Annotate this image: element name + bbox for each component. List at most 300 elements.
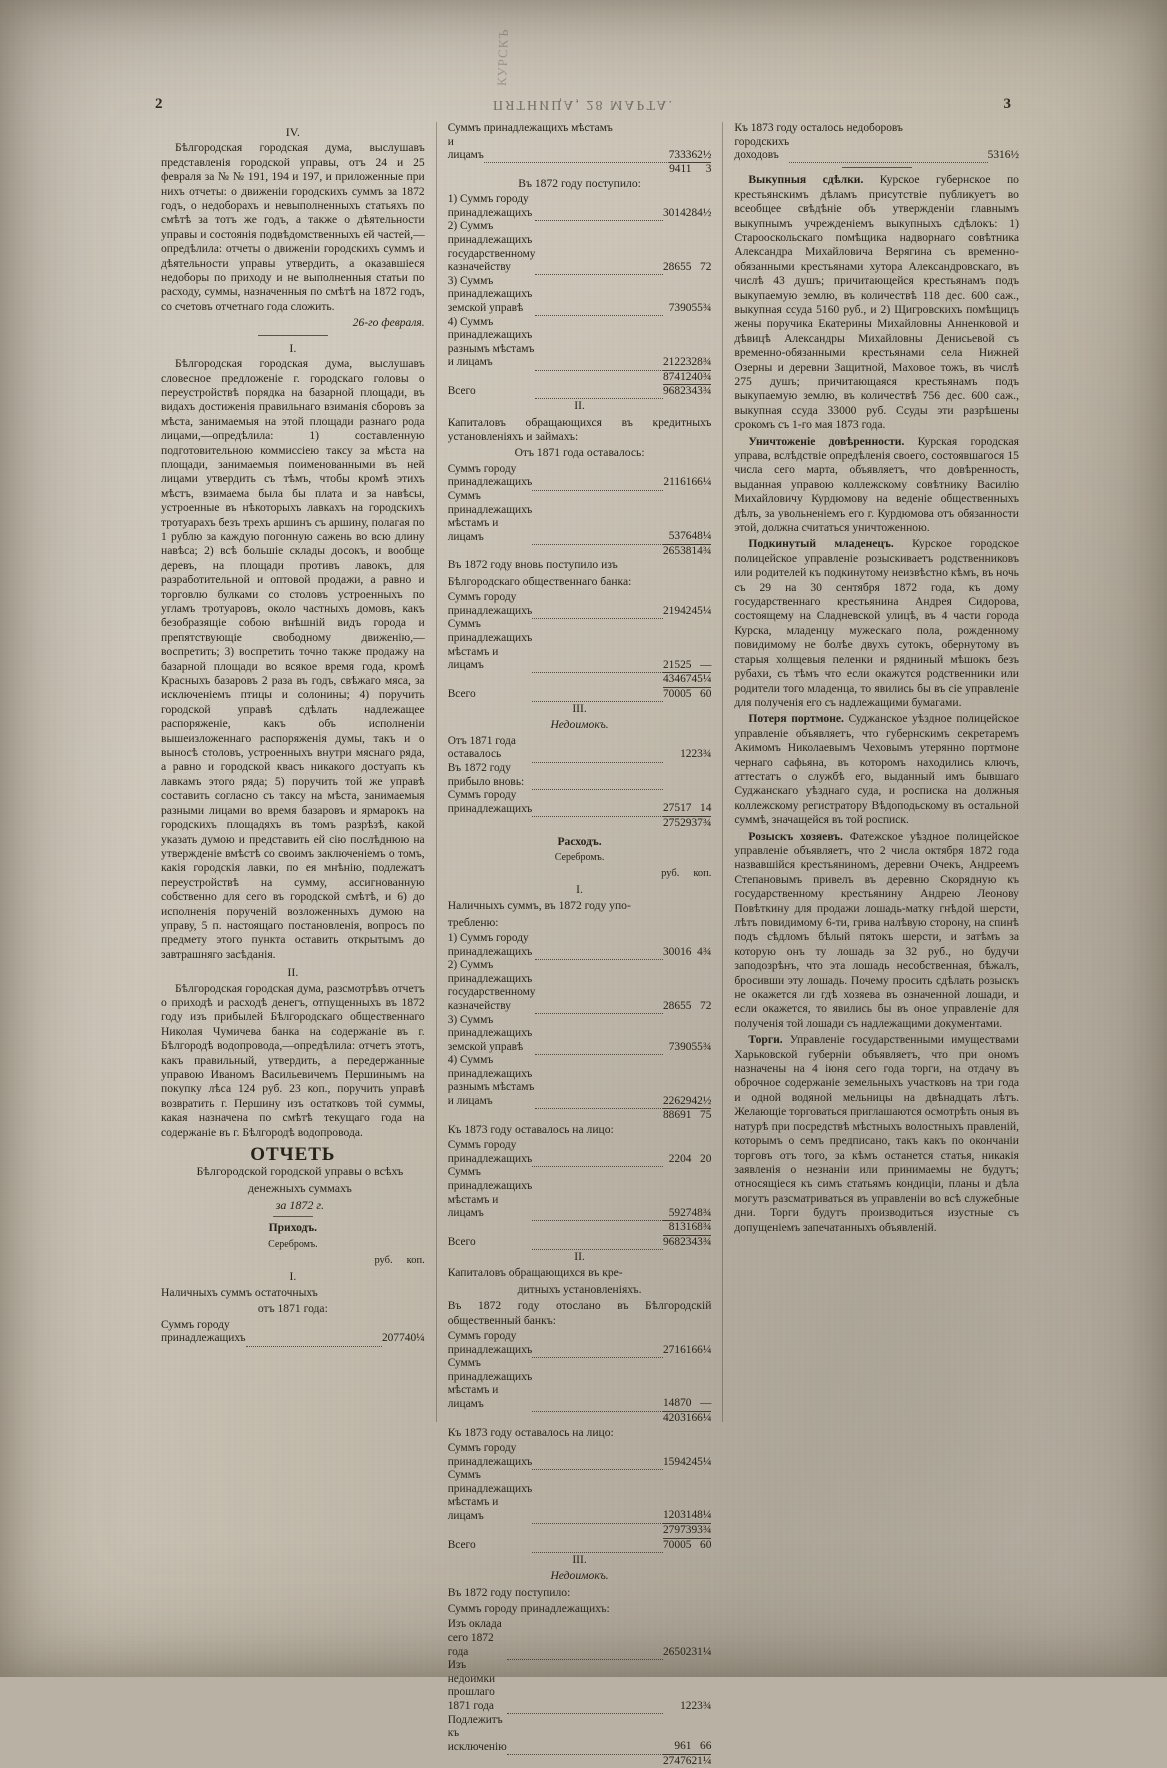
notice-title: Уничтоженіе довѣренности. xyxy=(748,434,905,448)
bleed-through-text: КУРСКЪ xyxy=(494,28,512,87)
notice-item xyxy=(734,435,1019,536)
report-title: ОТЧЕТЬ xyxy=(250,1144,336,1166)
row-label xyxy=(448,1412,533,1426)
row-kop: 62½ xyxy=(691,148,712,161)
section-ii-label: II. xyxy=(574,399,585,413)
divider-2 xyxy=(273,1216,313,1217)
row-kop: 14¾ xyxy=(691,544,712,557)
row-dots xyxy=(484,160,669,174)
row-label: 4) Суммъ принадлежащихъ разнымъ мѣстамъ и лицамъ xyxy=(447,1054,535,1108)
row-rub: 43467 xyxy=(663,673,691,688)
in1872-heading: Въ 1872 году поступило: xyxy=(518,176,641,190)
table-row-total xyxy=(448,1538,712,1552)
capital2-rest-heading: Къ 1873 году оставалось на лицо: xyxy=(447,1425,614,1439)
table-row xyxy=(448,618,712,672)
row-label: Всего xyxy=(447,687,476,700)
row-dots xyxy=(535,929,663,956)
column-1 xyxy=(150,122,436,1422)
notice-text: Курское губернское по крестьянскимъ дѣламъ присутствіе публикуетъ во всеобщее свѣдѣніе объ утвержденіи главнымъ выкупнымъ учрежденіемъ выкупныхъ сдѣлокъ: 1) Старооскольскаго помѣщика надворнаго совѣтника Александра Михайловича Верягина съ временно-обязанными крестьянами хутора Александровскаго, въ числѣ 43 душъ; причитающейся крестьянамъ подъ выкупаемую землю, въ количествѣ 118 дес. 600 саж., выкупная ссуда 5160 руб., и 2) Щигровскихъ помѣщицъ жены поручика Екатерины Михайловны Анненковой и дѣвицѣ Александры Михайловны Денисьевой съ временно-обязанными крестьянами села Нижней Озерны и деревни Защитной, Маховое тожъ, въ числѣ 275 душъ; причитающаяся крестьянамъ подъ выкупаемую землю, въ количествѣ 756 дес. 600 саж., выкупная ссуда 33000 руб. Ссуды эти разрѣшены срокомъ съ 1-го мая 1873 года. xyxy=(734,173,1019,432)
row-label: 3) Суммъ принадлежащихъ земской управѣ xyxy=(447,274,533,315)
paragraph-i: Бѣлгородская городская дума, выслушавъ словесное предложеніе г. городскаго головы о переустройствѣ порядка на базарной площади, въ видахъ достиженія правильнаго взиманія сборовъ за мѣста, занимаемыя на этой площади разнаго рода лицами,—опредѣлила: 1) составленную подготовительною коммиссіею таксу за мѣста на площади, занимаемыя поименованными въ ней лицами утвердить съ тѣмъ, чтобы кромѣ этихъ мѣстъ, взимаема была бы плата и за навѣсы, устроенные въ нѣкоторыхъ лавкахъ на городскихъ тротуарахъ безъ трехъ аршинъ съ аршину, полагая по 1 рублю за каждую погонную сажень во всю длину навѣса; 2) всѣ большіе склады досокъ, и вообще деревъ, на площади противъ лавокъ, для разработительной и оптовой продажи, а равно и торговлю булками со столовъ устроенныхъ по угламъ тротуаровъ, около частныхъ домовъ, какъ безобразящіе собою внѣшній видъ города и препятствующіе свободному движенію,—воспретить; 3) воспретить точно также продажу на базарной площади во всякое время года, кромѣ Красныхъ базаровъ 2 раза въ годъ, свѣжаго мяса, за исключеніемъ птицы и солонины; 4) поручить городской управѣ сдѣлать надлежащее распоряженіе, какъ объ исполненіи вышеизложеннаго распоряженія думы, такъ и о выносѣ столовъ, устроенныхъ внутри мяснаго ряда, а равно и городской квасъ никакого достуапъ къ лавкамъ этого ряда; 5) поручить той же управѣ составить согласно съ таксу на мѣста, занимаемыя разными лицами во время базаровъ и ярмарокъ на городскихъ площадяхъ въ томъ разрѣзѣ, какой указать думою и представить ей сію послѣднюю на утвержденіе вмѣстѣ со своимъ заключеніемъ о томъ, какія городскія лавки, по ея мнѣнію, подлежатъ переустройствѣ на сумму, ассигнованную собственно для сего въ городской смѣтѣ, и 6) до исполненія порученій возложенныхъ думою на управу, 5 п. настоящаго постановленія, вопросъ по предмету этого пункта оставить открытымъ до завтрашняго засѣданія. xyxy=(161,357,425,961)
arrears2-label: Суммъ городу принадлежащихъ: xyxy=(447,1601,610,1615)
row-rub: 28655 xyxy=(662,999,692,1012)
date-line: 26-го февраля. xyxy=(352,316,425,330)
row-label: Суммъ городу принадлежащихъ xyxy=(447,1329,533,1356)
row-dots xyxy=(532,1327,663,1354)
report-subtitle-2: денежныхъ суммахъ xyxy=(247,1181,352,1196)
silver-label: Серебромъ. xyxy=(268,1238,318,1250)
row-dots xyxy=(532,732,663,759)
row-dots xyxy=(507,1751,663,1765)
row-dots xyxy=(535,1051,663,1105)
row-kop: 55¾ xyxy=(691,302,712,315)
income-table-start xyxy=(161,1319,425,1347)
row-rub: 27973 xyxy=(663,1524,691,1539)
row-label: городскихъ доходовъ xyxy=(734,135,790,162)
paragraph-iv: Бѣлгородская городская дума, выслушавъ представленія городской управы, отъ 24 и 25 февраля за № № 191, 194 и 197, и приложенные при нихъ отчеты: о движеніи городскихъ суммъ за 1872 годъ, о недоборахъ и невыполненныхъ статьяхъ по смѣтѣ за тотъ же годъ, а также о дѣятельности управы и состоянія подвѣдомственныхъ ей частей,—опредѣлила: отчеты о движеніи городскихъ суммъ и дѣятельности управы утвердить, а оказавшіеся недоборы по приходу и не выполненныя статьи по расходу, суммы, назначенныя по смѣтѣ на 1872 годъ, со счетовъ отчетнаго года сложить. xyxy=(161,141,425,313)
table-row-total xyxy=(448,816,712,830)
expense-section-iii: III. xyxy=(572,1552,587,1566)
column-2 xyxy=(436,122,724,1767)
arrears2-table xyxy=(448,1618,712,1768)
page-number-left: 2 xyxy=(155,96,164,112)
kop-label: коп. xyxy=(406,1255,425,1267)
row-rub: 21223 xyxy=(662,355,692,368)
column-3 xyxy=(723,122,1030,1422)
row-dots xyxy=(532,1521,663,1536)
row-dots xyxy=(535,382,663,396)
table-row-subtotal xyxy=(448,544,712,558)
row-rub: 96823 xyxy=(662,385,692,398)
running-head: ПЯТНИЦА, 28 МАРТА. xyxy=(493,97,674,112)
row-label xyxy=(448,816,533,830)
table-row xyxy=(448,220,712,274)
table-row xyxy=(448,490,712,544)
row-kop: 72 xyxy=(700,261,712,274)
row-rub: 14870 xyxy=(662,1397,692,1410)
capital2-head-2: дитныхъ установленіяхъ. xyxy=(517,1282,642,1296)
row-label: Суммъ городу принадлежащихъ xyxy=(447,1442,533,1468)
row-rub: 26538 xyxy=(662,544,692,557)
row-rub: 70005 xyxy=(662,687,692,700)
row-rub: 9411 xyxy=(669,163,692,176)
row-label: Суммъ принадлежащихъ мѣстамъ и лицамъ xyxy=(447,618,533,672)
table-row-total xyxy=(448,1754,712,1768)
row-label: Суммъ городу принадлежащихъ xyxy=(447,1139,533,1165)
table-row xyxy=(448,735,712,762)
row-dots xyxy=(789,133,987,160)
row-rub: 21942 xyxy=(662,604,692,617)
in1872-rows xyxy=(448,193,712,370)
row-rub: 7390 xyxy=(668,302,692,315)
table-row xyxy=(448,1659,712,1713)
row-dots xyxy=(532,1535,663,1549)
notice-item xyxy=(734,1033,1019,1235)
row-kop: 43¾ xyxy=(691,1235,712,1248)
row-dots xyxy=(535,1011,663,1052)
arrears2-rows xyxy=(448,1618,712,1754)
table-row xyxy=(448,193,712,220)
row-kop: 68¾ xyxy=(691,1221,711,1236)
row-kop: 43¾ xyxy=(691,385,712,398)
row-kop: 3 xyxy=(691,163,711,177)
table-row xyxy=(448,275,712,316)
table-row-subtotal xyxy=(448,1109,712,1123)
table-row xyxy=(448,1166,712,1220)
capital-1872-table xyxy=(448,591,712,702)
row-dots xyxy=(535,217,663,271)
rub-kop-header-2 xyxy=(448,867,712,881)
row-label: Суммъ городу принадлежащихъ xyxy=(447,462,533,489)
row-dots xyxy=(532,1409,663,1423)
rest-table xyxy=(448,1139,712,1250)
row-label: Отъ 1871 года оставалось xyxy=(447,734,516,761)
notice-list xyxy=(734,173,1019,1235)
in1872-table xyxy=(448,193,712,399)
table-row xyxy=(734,136,1019,163)
row-kop: 23¾ xyxy=(691,748,712,761)
table-row xyxy=(161,1319,425,1346)
table-row xyxy=(448,1054,712,1108)
section-number-iv: IV. xyxy=(285,125,300,139)
expense-heading: Расходъ. xyxy=(557,834,602,848)
row-kop: 84½ xyxy=(691,206,712,219)
row-kop: 48¼ xyxy=(691,1509,712,1522)
row-rub: 88691 xyxy=(662,1109,692,1122)
row-label xyxy=(448,1754,507,1768)
row-dots xyxy=(535,1106,663,1120)
section-number-i: I. xyxy=(289,340,297,355)
row-dots xyxy=(532,1466,663,1520)
row-dots xyxy=(507,1656,663,1710)
table-row-total xyxy=(448,385,712,399)
notice-text: Курское городское полицейское управленіе розыскиваетъ родственниковъ или родителей къ подкинутому неизвѣстно кѣмъ, въ ночь съ 29 на 30 сентября 1872 года, къ дому государственнаго крестьянина Андрея Сидорова, состоящему на Сладневской улицѣ, въ 4 части города Курска, младенцу мужескаго пола, рожденному повидимому не болѣе двухъ сутокъ, обернутому въ старыя холщевыя пеленки и рядниный мѣшокъ безъ рубахи, съ тѣмъ что если окажутся родственники или родители того младенца, то явились бы въ сіе управленіе для полученія его съ надлежащими бумагами. xyxy=(734,537,1019,709)
capital2-rest-table xyxy=(448,1442,712,1553)
row-kop: 16½ xyxy=(999,149,1019,162)
table-row xyxy=(448,1014,712,1055)
row-kop: 72 xyxy=(700,999,712,1012)
table-row xyxy=(448,959,712,1013)
row-kop: 37¾ xyxy=(691,816,712,829)
row-kop: 48¾ xyxy=(691,1206,712,1219)
notice-item xyxy=(734,537,1019,710)
income-section-i: I. xyxy=(289,1269,297,1283)
row-kop: 66¼ xyxy=(691,1412,712,1424)
row-dots xyxy=(532,670,663,685)
row-rub xyxy=(663,762,691,789)
kop-label: коп. xyxy=(693,868,712,880)
table-row-total xyxy=(448,1235,712,1249)
row-label xyxy=(448,370,536,385)
row-kop: — xyxy=(700,658,712,671)
row-kop: 40¾ xyxy=(691,370,711,385)
divider xyxy=(258,335,328,336)
capital-1872-heading-2: Бѣлгородскаго общественнаго банка: xyxy=(447,574,632,588)
table-row xyxy=(448,789,712,816)
table-row xyxy=(448,1618,712,1659)
spent-head-1: Наличныхъ суммъ, въ 1872 году упо- xyxy=(447,899,631,913)
row-dots xyxy=(246,1316,382,1343)
row-label: 4) Суммъ принадлежащихъ разнымъ мѣстамъ и лицамъ xyxy=(447,315,535,369)
rub-label: руб. xyxy=(374,1255,393,1267)
row-dots xyxy=(535,956,663,1010)
row-rub: 7390 xyxy=(668,1040,692,1053)
row-rub: 27529 xyxy=(662,816,692,829)
row-kop: — xyxy=(700,1397,712,1410)
row-label: Суммъ принадлежащихъ мѣстамъ и лицамъ xyxy=(447,1469,533,1522)
notice-title: Выкупныя сдѣлки. xyxy=(748,173,864,187)
row-rub: 5927 xyxy=(668,1206,692,1219)
row-label: Подлежитъ къ исключенію xyxy=(447,1713,507,1753)
table-row-total xyxy=(448,687,712,701)
page-header xyxy=(110,96,1057,118)
row-label: и лицамъ xyxy=(447,135,484,162)
row-rub: 2204 xyxy=(668,1152,692,1165)
row-label: Всего xyxy=(447,385,476,398)
row-kop: 48¼ xyxy=(691,530,712,543)
row-dots xyxy=(532,588,663,615)
row-rub: 7333 xyxy=(668,148,692,161)
row-rub: 12031 xyxy=(662,1509,692,1522)
row-label: Суммъ принадлежащихъ мѣстамъ xyxy=(447,122,613,134)
row-label: Суммъ городу принадлежащихъ xyxy=(447,789,533,815)
table-row xyxy=(448,1442,712,1469)
row-rub: 8131 xyxy=(663,1221,691,1236)
spent-head-2: требленю: xyxy=(447,915,499,929)
row-rub: 15942 xyxy=(662,1455,692,1468)
table-row xyxy=(448,591,712,618)
row-dots xyxy=(535,272,663,313)
row-kop: 66¼ xyxy=(691,476,712,489)
row-rub: 21161 xyxy=(663,476,692,489)
capital2-table xyxy=(448,1330,712,1426)
row-kop: 4¾ xyxy=(697,945,712,958)
row-dots xyxy=(535,190,663,217)
row-kop: 45¼ xyxy=(691,604,712,617)
table-row xyxy=(448,1714,712,1755)
notice-title: Розыскъ хозяевъ. xyxy=(748,829,843,843)
row-dots xyxy=(532,1232,663,1246)
arrears2-sub: Въ 1872 году поступило: xyxy=(447,1585,571,1599)
capital-1872-heading-1: Въ 1872 году вновь поступило изъ xyxy=(447,558,618,572)
row-dots xyxy=(532,684,663,698)
row-label xyxy=(448,163,484,177)
rub-kop-header xyxy=(161,1254,425,1268)
row-dots xyxy=(532,1136,663,1163)
row-rub: 70005 xyxy=(662,1538,692,1551)
row-label: Къ 1873 году осталось недоборовъ xyxy=(734,122,903,134)
spent-table xyxy=(448,932,712,1123)
row-rub: 42031 xyxy=(662,1412,692,1424)
table-row-subtotal xyxy=(448,1412,712,1426)
divider-3 xyxy=(842,167,912,168)
notice-item xyxy=(734,830,1019,1032)
row-kop: 31¼ xyxy=(691,1645,712,1658)
notice-text: Курская городская управа, вслѣдствіе опредѣленія своего, состоявшагося 15 числа сего марта, объявляетъ, что довѣренность, выданная управою коллежскому совѣтнику Василію Михайловичу Курдюмову на веденіе общественныхъ дѣлъ, за увольненіемъ его г. Курдюмова отъ обязанности этой, должна считаться уничтоженною. xyxy=(734,434,1019,535)
rest-rows xyxy=(448,1139,712,1221)
row-rub: 96823 xyxy=(662,1235,692,1248)
row-label: Суммъ принадлежащихъ мѣстамъ и лицамъ xyxy=(447,490,533,543)
row-kop: 42½ xyxy=(691,1094,712,1107)
continued-table xyxy=(448,122,712,177)
row-dots xyxy=(532,786,663,813)
row-label: 2) Суммъ принадлежащихъ государственному казначейству xyxy=(447,959,536,1012)
capital-1871-table xyxy=(448,463,712,559)
row-label: Всего xyxy=(447,1235,476,1248)
capital-1871-heading: Отъ 1871 года оставалось: xyxy=(514,446,645,460)
rub-label: руб. xyxy=(661,868,680,880)
capital2-rows xyxy=(448,1330,712,1412)
rest-heading: Къ 1873 году оставалось на лицо: xyxy=(447,1122,614,1136)
row-dots xyxy=(532,1218,663,1233)
capital2-rest-rows xyxy=(448,1442,712,1524)
row-dots xyxy=(532,813,663,827)
row-label: 1) Суммъ городу принадлежащихъ xyxy=(447,193,533,219)
row-dots xyxy=(532,759,663,786)
row-label xyxy=(448,544,533,558)
row-kop: 45¼ xyxy=(691,673,711,688)
row-dots xyxy=(532,460,663,487)
row-kop: 28¾ xyxy=(691,355,712,368)
paragraph-ii: Бѣлгородская городская дума, разсмотрѣвъ отчетъ о приходѣ и расходѣ денегъ, отпущенныхъ въ 1872 году изъ прибылей Бѣлгородскаго общественнаго Николая Чумичева банка на содержаніе въ г. Бѣлгородѣ водопровода,—опредѣлила: отчетъ этотъ, какъ правильный, утвердить, а передержанные управою Иваномъ Васильевичемъ Першинымъ на покупку лѣса 124 руб. 23 коп., поручить управѣ возвратить г. Першину изъ остатковъ той суммы, какая назначена по смѣтѣ текущаго года на содержаніе въ г. Бѣлгородѣ водопровода. xyxy=(161,981,425,1139)
row-rub: 26502 xyxy=(662,1645,692,1658)
notice-title: Торги. xyxy=(748,1033,783,1047)
row-rub: 12 xyxy=(680,1699,692,1712)
row-rub: 5376 xyxy=(668,530,692,543)
row-dots xyxy=(532,541,663,555)
row-kop: 75 xyxy=(691,1109,711,1123)
report-year: за 1872 г. xyxy=(275,1198,324,1213)
expense-section-ii: II. xyxy=(574,1249,585,1263)
row-label: Суммъ принадлежащихъ мѣстамъ и лицамъ xyxy=(447,1357,533,1410)
notice-title: Потеря портмоне. xyxy=(748,712,844,726)
row-label: 1) Суммъ городу принадлежащихъ xyxy=(447,931,533,958)
row-kop xyxy=(691,762,711,789)
row-rub: 27517 xyxy=(662,802,692,815)
row-label xyxy=(448,673,533,688)
capital-1871-rows xyxy=(448,463,712,545)
row-dots xyxy=(532,1163,663,1217)
cash-head-1: Наличныхъ суммъ остаточныхъ xyxy=(161,1286,318,1300)
arrears-heading: Недоимокъ. xyxy=(550,718,609,732)
section-number-ii: II. xyxy=(287,965,299,980)
capital-1872-rows xyxy=(448,591,712,673)
row-dots xyxy=(532,1354,663,1408)
notice-item xyxy=(734,173,1019,432)
row-rub: 21525 xyxy=(662,658,692,671)
row-kop: 60 xyxy=(691,1538,711,1552)
row-rub: 30016 xyxy=(662,945,692,958)
notice-text: Суджанское уѣздное полицейское управленіе объявляетъ, что губернскимъ секретаремъ Акимомъ Николаевымъ Чеховымъ утерянно портмоне чернаго сафьяна, въ которомъ находились ключъ, аттестатъ о службѣ его, выданный имъ бывшаго Суджанскаго уѣзднаго суда, и росписка на должныя коллежскому регистратору Вѣдоподьскому въ остальной суммѣ, значащейся въ той росписк. xyxy=(734,712,1019,827)
page-number-right: 3 xyxy=(1003,96,1012,112)
row-dots xyxy=(535,313,663,367)
notice-text: Фатежское уѣздное полицейское управленіе объявляетъ, что 2 числа октября 1872 года назвавшійся крестьяниномъ, деревни Очекъ, Андреемъ Степановымъ привелъ въ деревню Скорядную къ государственному крестьянину Андрею Леонову Повѣткину для продажи лошадь-матку гнѣдой шерсти, лѣтъ повидимому 6-ти, грива налѣвую сторону, на спинѣ подъ сѣдломъ бѣлый пятокъ шерсти, и затѣмъ за которую онъ ту лошадь за 32 руб., но будучи заподозрѣнъ, что эта лошадь несобственная, бѣжалъ, бросивши эту лошадь. Почему просить сдѣлать розыскъ не окажется ли гдѣ хозяева въ означенной лошади, и если окажется, то явились бы въ оное управленіе для полученія той лошади съ надлежащими документами. xyxy=(734,829,1019,1030)
table-row xyxy=(448,463,712,490)
table-row xyxy=(448,136,712,163)
silver-label-2: Серебромъ. xyxy=(554,851,605,863)
row-kop: 40¼ xyxy=(404,1332,425,1345)
row-dots xyxy=(532,615,663,669)
arrears2-heading: Недоимокъ. xyxy=(550,1569,609,1583)
row-kop: 93¾ xyxy=(691,1524,711,1539)
row-rub: 87412 xyxy=(663,370,691,385)
notice-title: Подкинутый младенецъ. xyxy=(748,537,894,551)
row-label: 2) Суммъ принадлежащихъ государственному казначейству xyxy=(447,220,536,274)
row-dots xyxy=(535,367,663,382)
table-row xyxy=(448,1357,712,1411)
row-label: Въ 1872 году прибыло вновь: xyxy=(447,762,525,788)
row-label xyxy=(448,1109,536,1123)
row-label xyxy=(448,1221,533,1236)
capital2-head-3: Въ 1872 году отослано въ Бѣлгородскій общественный банкъ: xyxy=(447,1299,712,1327)
carryover-table xyxy=(734,122,1019,163)
report-subtitle-1: Бѣлгородской городской управы о всѣхъ xyxy=(196,1164,404,1179)
table-row-total xyxy=(448,163,712,177)
row-rub: 961 xyxy=(674,1740,692,1753)
row-rub: 22629 xyxy=(662,1094,692,1107)
arrears-rows xyxy=(448,735,712,817)
capital-heading: Капиталовъ обращающихся въ кредитныхъ установленіяхъ и займахъ: xyxy=(447,415,712,443)
expense-section-i: I. xyxy=(576,882,583,896)
table-row xyxy=(448,762,712,789)
row-label: Изъ недоимки прошлаго 1871 года xyxy=(447,1659,496,1712)
row-kop: 20 xyxy=(700,1152,712,1165)
row-label xyxy=(448,1524,533,1539)
row-kop: 60 xyxy=(691,687,711,701)
table-row xyxy=(448,1139,712,1166)
row-kop: 45¼ xyxy=(691,1455,712,1468)
row-rub: 30142 xyxy=(662,206,692,219)
row-rub: 53 xyxy=(987,149,1000,162)
row-dots xyxy=(532,1439,663,1466)
row-label: Всего xyxy=(447,1538,476,1551)
row-kop: 66¼ xyxy=(691,1343,712,1356)
row-rub: 12 xyxy=(680,748,692,761)
income-heading: Приходъ. xyxy=(268,1221,318,1235)
row-kop: 66 xyxy=(700,1740,712,1753)
row-kop: 14 xyxy=(700,802,712,815)
table-row xyxy=(448,932,712,959)
row-label: Изъ оклада сего 1872 года xyxy=(447,1618,502,1658)
row-label: Суммъ принадлежащихъ мѣстамъ и лицамъ xyxy=(447,1166,533,1220)
row-rub: 27476 xyxy=(662,1754,692,1767)
table-row xyxy=(448,316,712,370)
notice-item xyxy=(734,712,1019,827)
capital2-head-1: Капиталовъ обращающихся въ кре- xyxy=(447,1266,623,1280)
row-kop: 21¼ xyxy=(691,1754,712,1767)
row-kop: 55¾ xyxy=(691,1040,712,1053)
row-rub: 27161 xyxy=(662,1343,692,1356)
row-dots xyxy=(507,1615,663,1656)
table-row xyxy=(448,1469,712,1523)
notice-text: Управленіе государственными имуществами Харьковской губерніи объявляетъ, что при ономъ назначены на 4 іюня сего года торги, на отдачу въ оброчное содержаніе земельныхъ участковъ на три года и одной водяной мельницы на двѣнадцать лѣтъ. Желающіе торговаться приглашаются осмотрѣть оныя въ натурѣ при посредствѣ мѣстныхъ волостныхъ правленій, которымъ о семъ предписано, такъ какъ по окончаніи торговъ отъ того, за кѣмъ останется статья, никакія заявленія о незнаніи или принимаемы не будутъ; относящіеся къ симъ статьямъ кондиціи, планы и дѣла могутъ разсматриваться въ управленіи во всѣ служебные дни. Торги будутъ производиться изустные съ допущеніемъ запечатанныхъ объявленій. xyxy=(734,1033,1019,1234)
row-dots xyxy=(532,487,663,541)
row-rub: 2077 xyxy=(381,1332,405,1345)
row-label: 3) Суммъ принадлежащихъ земской управѣ xyxy=(447,1013,533,1053)
row-label: Суммъ городу принадлежащихъ xyxy=(447,591,533,617)
arrears-table xyxy=(448,735,712,831)
row-rub: 28655 xyxy=(662,261,692,274)
row-label: Суммъ городу принадлежащихъ xyxy=(161,1318,246,1345)
row-dots xyxy=(507,1711,663,1752)
table-row xyxy=(448,1330,712,1357)
cash-head-2: отъ 1871 года: xyxy=(257,1302,328,1316)
row-kop: 23¾ xyxy=(691,1699,712,1712)
column-container xyxy=(150,122,1030,1767)
section-iii-label: III. xyxy=(572,702,587,716)
spent-rows xyxy=(448,932,712,1109)
row-dots xyxy=(484,133,669,160)
